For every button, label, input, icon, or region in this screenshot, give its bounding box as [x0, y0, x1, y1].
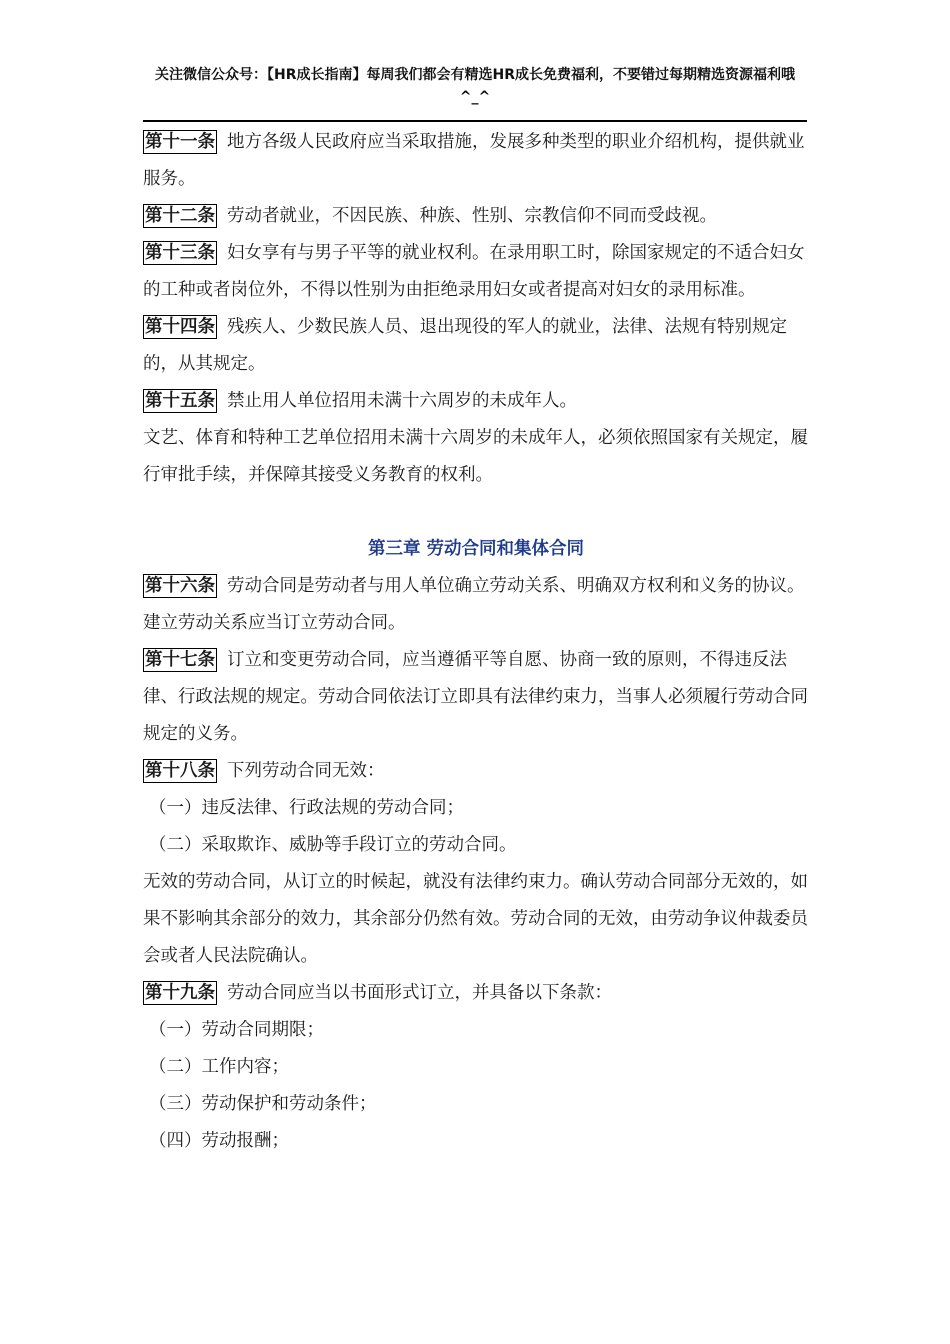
- list-item: （四）劳动报酬；: [149, 1131, 289, 1151]
- chapter-title: 第三章 劳动合同和集体合同: [367, 539, 585, 559]
- page-header: [143, 64, 807, 108]
- article-label: 第十九条: [145, 983, 215, 1003]
- header-divider: [143, 120, 807, 122]
- article-text: 劳动合同应当以书面形式订立，并具备以下条款：: [227, 983, 612, 1003]
- article-text: 劳动者就业，不因民族、种族、性别、宗教信仰不同而受歧视。: [227, 206, 717, 226]
- header-line-1: 关注微信公众号：【HR成长指南】每周我们都会有精选HR成长免费福利，不要错过每期精选资源福利哦: [155, 67, 795, 83]
- article-15: [143, 383, 809, 420]
- article-18: [143, 753, 809, 790]
- list-item: （三）劳动保护和劳动条件；: [149, 1094, 377, 1114]
- article-14: [143, 309, 809, 383]
- article-label: 第十七条: [145, 650, 215, 670]
- article-text: 妇女享有与男子平等的就业权利。在录用职工时，除国家规定的不适合妇女的工种或者岗位外，不得以性别为由拒绝录用妇女或者提高对妇女的录用标准。: [143, 243, 805, 300]
- article-17: [143, 642, 809, 753]
- article-label: 第十二条: [145, 206, 215, 226]
- article-15-paragraph-2: 文艺、体育和特种工艺单位招用未满十六周岁的未成年人，必须依照国家有关规定，履行审批手续，并保障其接受义务教育的权利。: [143, 428, 808, 485]
- article-16-paragraph-2: 建立劳动关系应当订立劳动合同。: [143, 613, 406, 633]
- article-11: [143, 124, 809, 198]
- article-label: 第十五条: [145, 391, 215, 411]
- article-text: 劳动合同是劳动者与用人单位确立劳动关系、明确双方权利和义务的协议。: [227, 576, 805, 596]
- article-label: 第十八条: [145, 761, 215, 781]
- article-13: [143, 235, 809, 309]
- article-text: 残疾人、少数民族人员、退出现役的军人的就业，法律、法规有特别规定的，从其规定。: [143, 317, 787, 374]
- list-item: （一）劳动合同期限；: [149, 1020, 324, 1040]
- list-item: （二）采取欺诈、威胁等手段订立的劳动合同。: [149, 835, 517, 855]
- article-text: 订立和变更劳动合同，应当遵循平等自愿、协商一致的原则，不得违反法律、行政法规的规定。劳动合同依法订立即具有法律约束力，当事人必须履行劳动合同规定的义务。: [143, 650, 808, 744]
- list-item: （二）工作内容；: [149, 1057, 289, 1077]
- article-label: 第十四条: [145, 317, 215, 337]
- header-line-2: ^_^: [459, 89, 491, 105]
- article-16: [143, 568, 809, 605]
- article-12: [143, 198, 809, 235]
- article-18-paragraph-2: 无效的劳动合同，从订立的时候起，就没有法律约束力。确认劳动合同部分无效的，如果不影响其余部分的效力，其余部分仍然有效。劳动合同的无效，由劳动争议仲裁委员会或者人民法院确认。: [143, 872, 808, 966]
- document-body: [143, 124, 809, 1160]
- article-19: [143, 975, 809, 1012]
- list-item: （一）违反法律、行政法规的劳动合同；: [149, 798, 464, 818]
- article-text: 地方各级人民政府应当采取措施，发展多种类型的职业介绍机构，提供就业服务。: [143, 132, 805, 189]
- article-text: 下列劳动合同无效：: [227, 761, 385, 781]
- article-label: 第十一条: [145, 132, 215, 152]
- article-label: 第十六条: [145, 576, 215, 596]
- article-text: 禁止用人单位招用未满十六周岁的未成年人。: [227, 391, 577, 411]
- article-label: 第十三条: [145, 243, 215, 263]
